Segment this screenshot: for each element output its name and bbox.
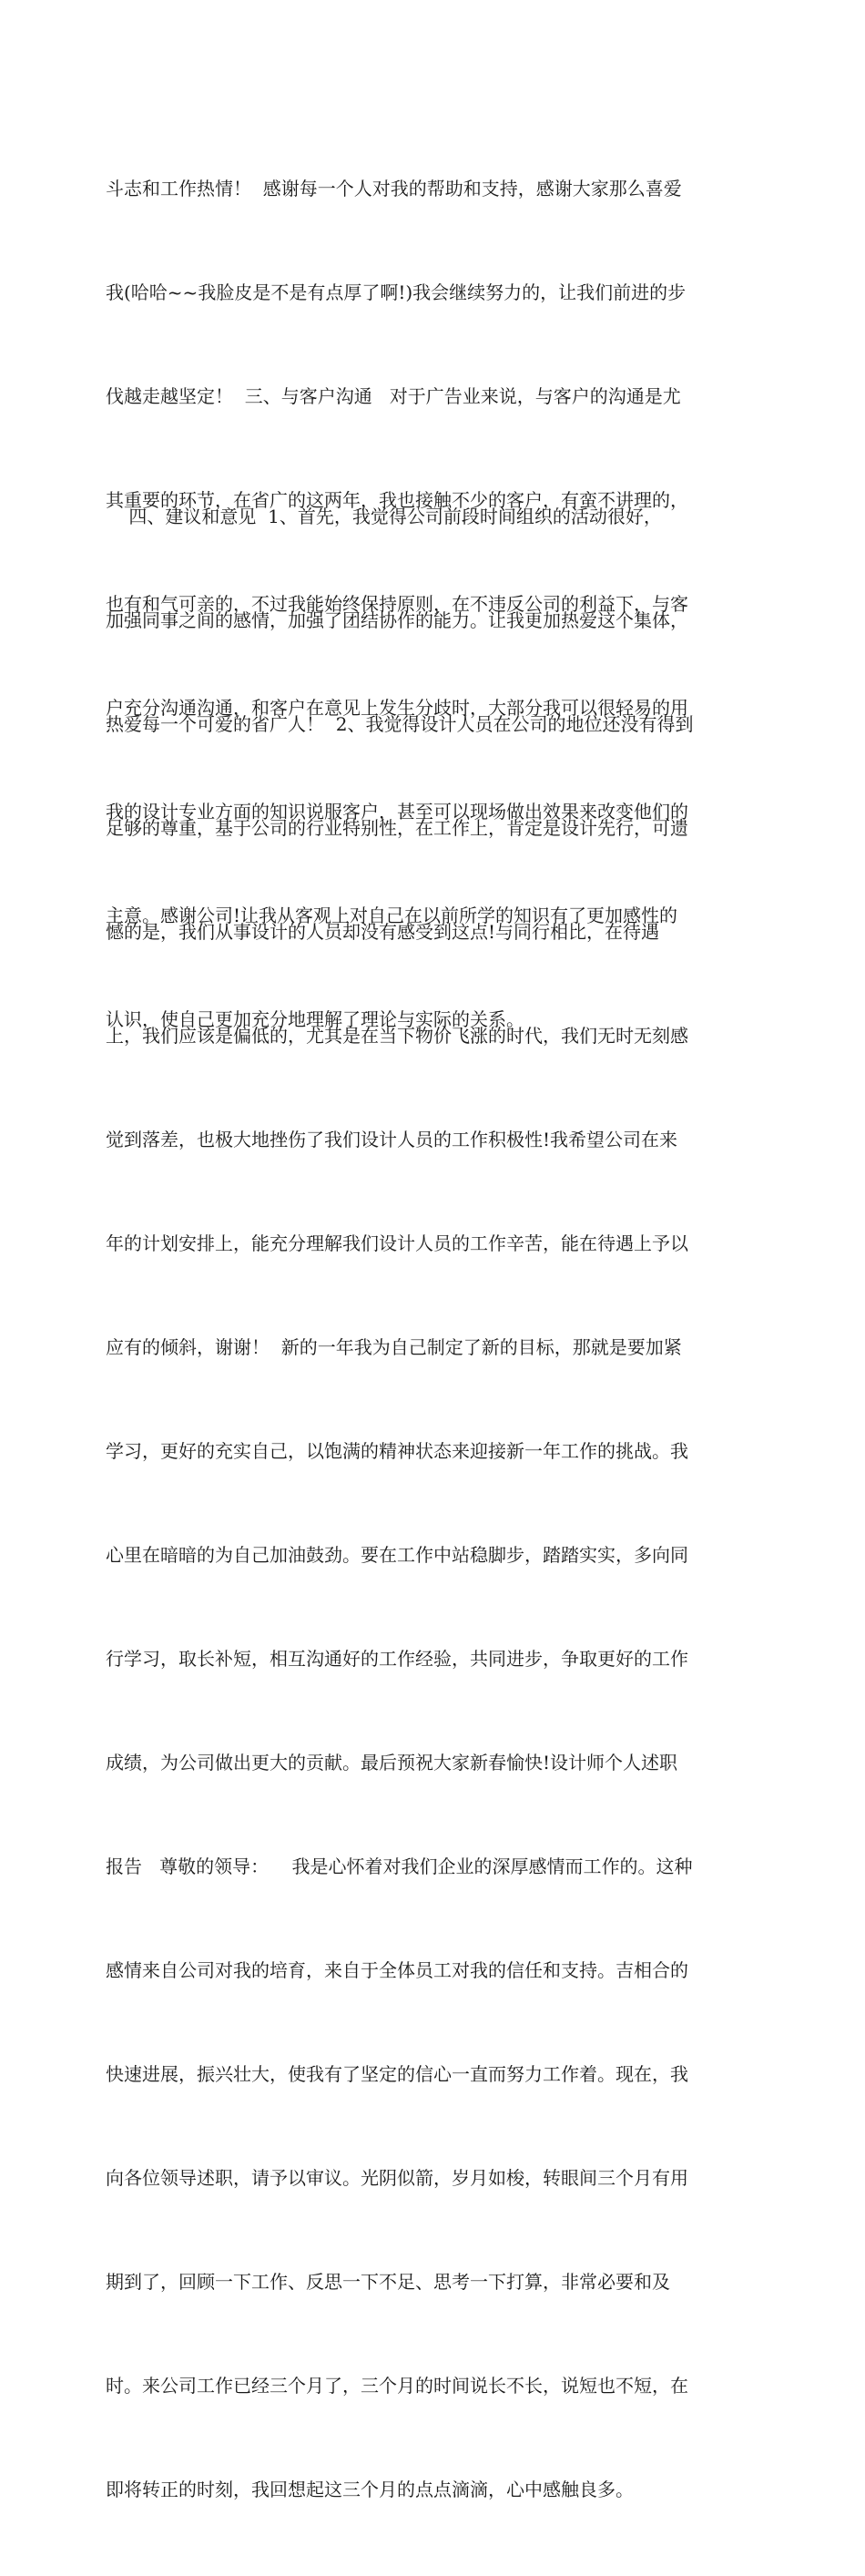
text-line: 足够的尊重，基于公司的行业特别性，在工作上，肯定是设计先行，可遗 <box>106 817 688 839</box>
text-line: 其重要的环节，在省广的这两年，我也接触不少的客户，有蛮不讲理的， <box>106 489 688 511</box>
text-line: 主意。感谢公司!让我从客观上对自己在以前所学的知识有了更加感性的 <box>106 905 678 926</box>
text-line: 成绩，为公司做出更大的贡献。最后预祝大家新春愉快!设计师个人述职 <box>106 1752 678 1774</box>
text-line: 也有和气可亲的，不过我能始终保持原则，在不违反公司的利益下，与客 <box>106 593 688 615</box>
text-line: 憾的是，我们从事设计的人员却没有感受到这点!与同行相比，在待遇 <box>106 921 660 943</box>
text-line: 心里在暗暗的为自己加油鼓劲。要在工作中站稳脚步，踏踏实实，多向同 <box>106 1544 688 1566</box>
text-line: 觉到落差，也极大地挫伤了我们设计人员的工作积极性!我希望公司在来 <box>106 1129 678 1150</box>
text-line: 应有的倾斜，谢谢！ 新的一年我为自己制定了新的目标，那就是要加紧 <box>106 1336 682 1358</box>
text-line: 学习，更好的充实自己，以饱满的精神状态来迎接新一年工作的挑战。我 <box>106 1440 688 1462</box>
text-line: 期到了，回顾一下工作、反思一下不足、思考一下打算，非常必要和及 <box>106 2271 670 2293</box>
paragraph-2 <box>106 430 761 2576</box>
text-line: 户充分沟通沟通，和客户在意见上发生分歧时，大部分我可以很轻易的用 <box>106 697 688 719</box>
text-line: 我(哈哈~~我脸皮是不是有点厚了啊!)我会继续努力的，让我们前进的步 <box>106 281 687 303</box>
text-line: 快速进展，振兴壮大，使我有了坚定的信心一直而努力工作着。现在，我 <box>106 2063 688 2085</box>
text-line: 感情来自公司对我的培育，来自于全体员工对我的信任和支持。吉相合的 <box>106 1959 688 1981</box>
text-line: 四、建议和意见 1、首先，我觉得公司前段时间组织的活动很好， <box>106 506 662 527</box>
text-line: 即将转正的时刻，我回想起这三个月的点点滴滴，心中感触良多。 <box>106 2479 634 2500</box>
text-line: 时。来公司工作已经三个月了，三个月的时间说长不长，说短也不短，在 <box>106 2375 688 2397</box>
text-line: 上，我们应该是偏低的，尤其是在当下物价飞涨的时代，我们无时无刻感 <box>106 1025 688 1047</box>
text-line: 认识，使自己更加充分地理解了理论与实际的关系。 <box>106 1008 524 1030</box>
text-line: 加强同事之间的感情，加强了团结协作的能力。让我更加热爱这个集体， <box>106 609 688 631</box>
text-line: 热爱每一个可爱的省广人！ 2、我觉得设计人员在公司的地位还没有得到 <box>106 713 694 735</box>
text-line: 年的计划安排上，能充分理解我们设计人员的工作辛苦，能在待遇上予以 <box>106 1232 688 1254</box>
text-line: 向各位领导述职，请予以审议。光阴似箭，岁月如梭，转眼间三个月有用 <box>106 2167 688 2189</box>
text-line: 伐越走越坚定！ 三、与客户沟通 对于广告业来说，与客户的沟通是尤 <box>106 385 681 407</box>
text-line: 行学习，取长补短，相互沟通好的工作经验，共同进步，争取更好的工作 <box>106 1648 688 1670</box>
text-line: 报告 尊敬的领导： 我是心怀着对我们企业的深厚感情而工作的。这种 <box>106 1855 693 1877</box>
text-line: 斗志和工作热情！ 感谢每一个人对我的帮助和支持，感谢大家那么喜爱 <box>106 178 682 199</box>
text-line: 我的设计专业方面的知识说服客户，甚至可以现场做出效果来改变他们的 <box>106 801 688 823</box>
